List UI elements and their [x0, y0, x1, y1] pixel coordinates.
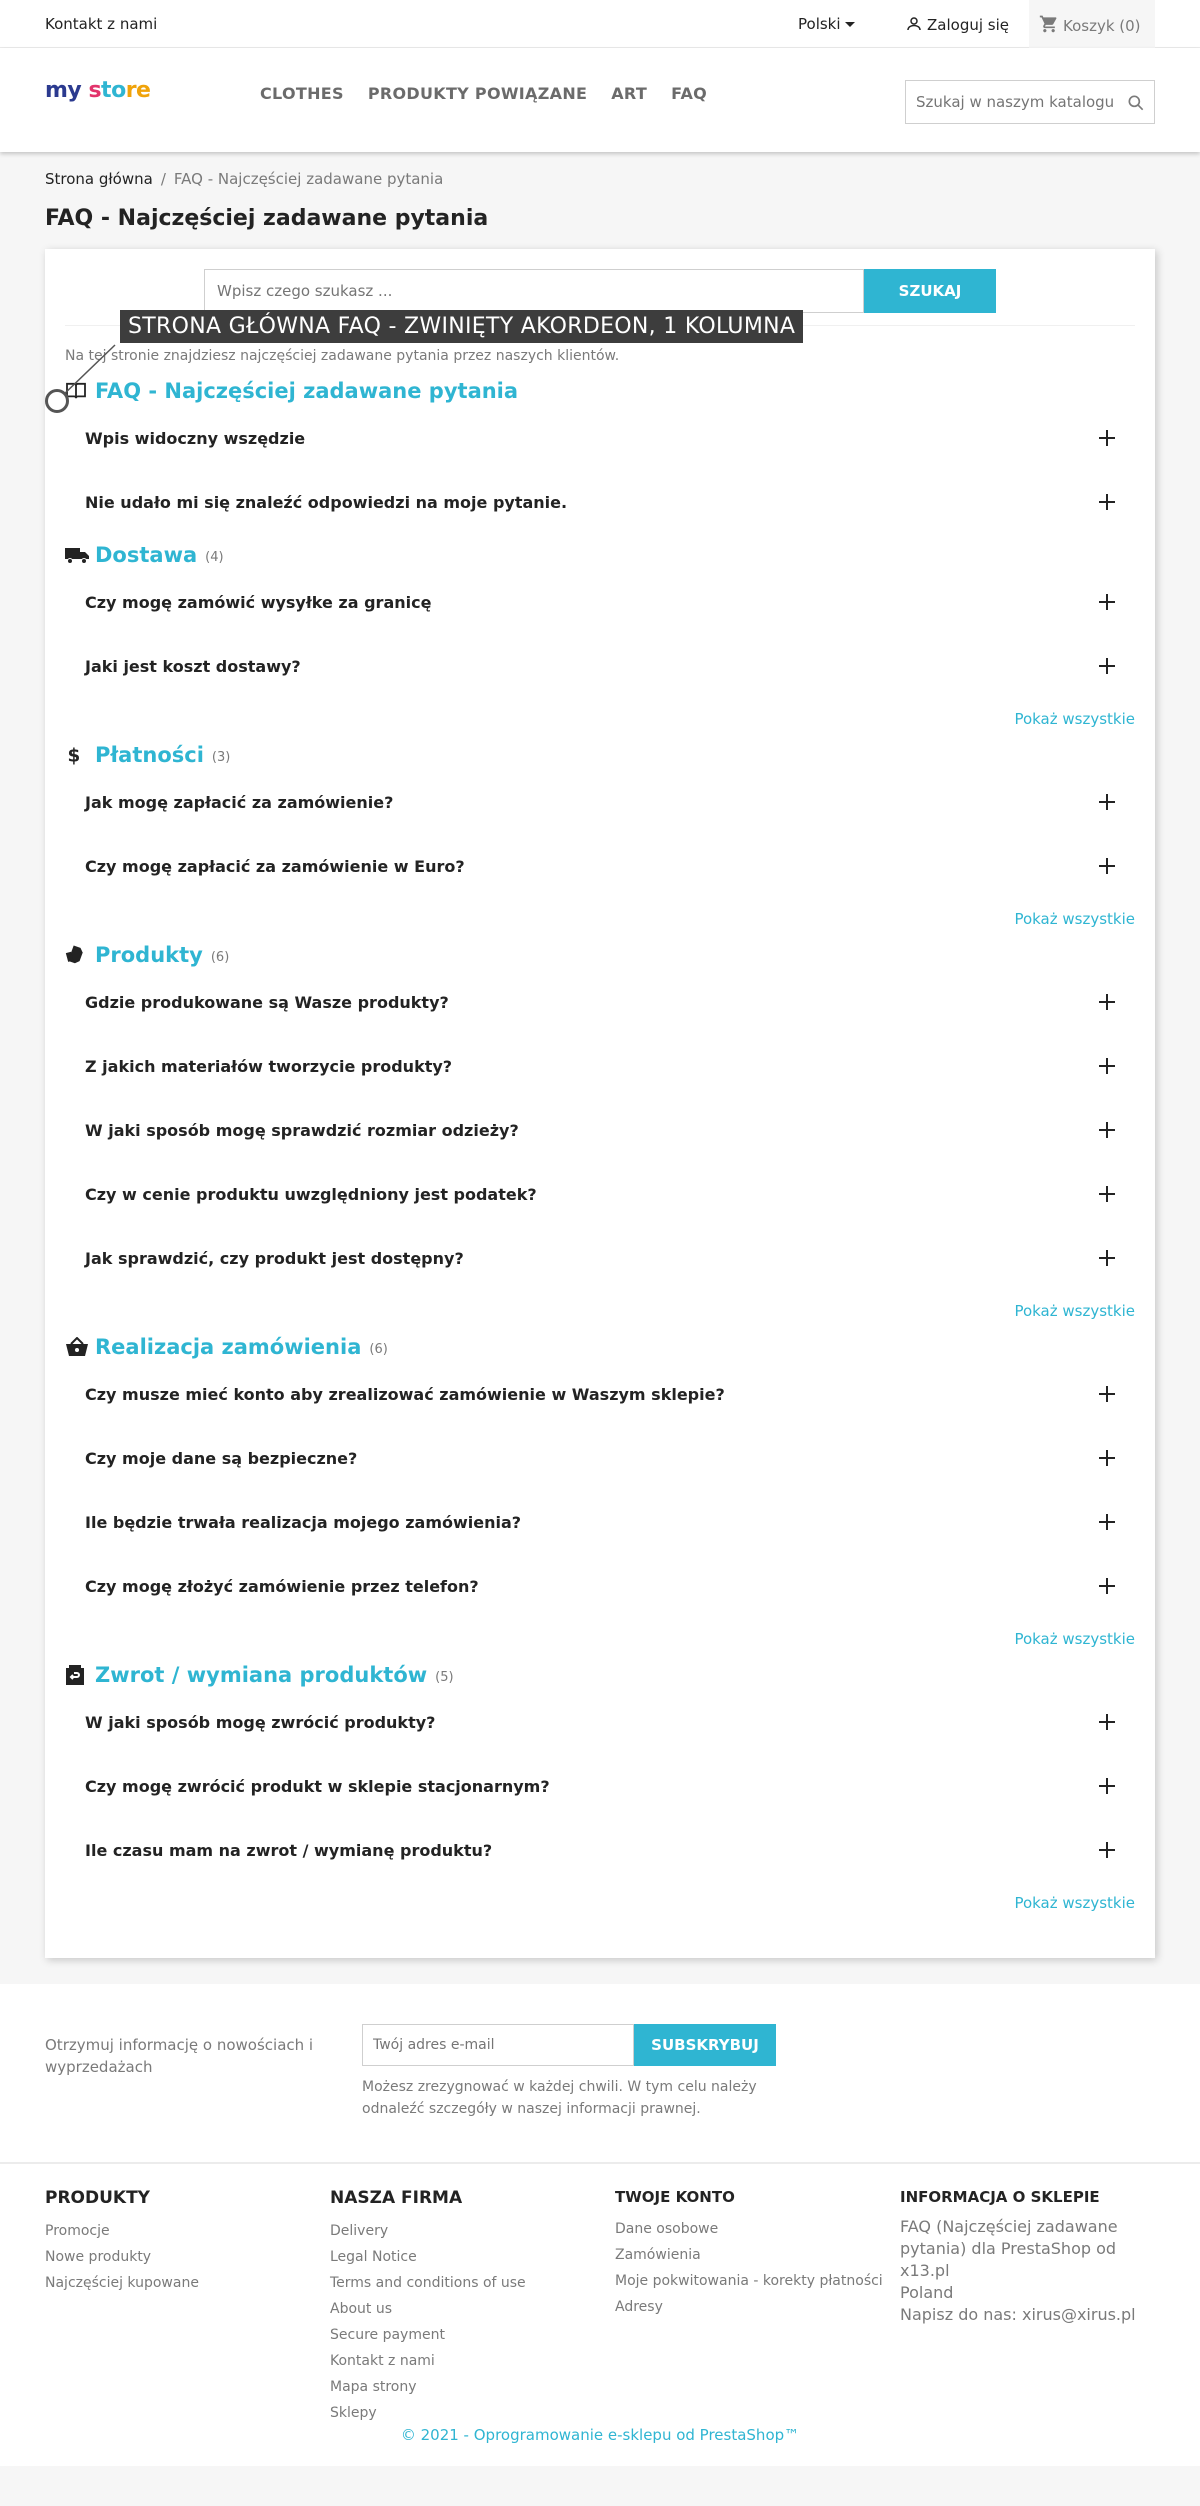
- show-all-link[interactable]: Pokaż wszystkie: [1014, 910, 1135, 928]
- cart-button[interactable]: [1029, 0, 1155, 48]
- faq-category-title[interactable]: Płatności: [95, 743, 204, 767]
- plus-icon[interactable]: [1099, 794, 1115, 810]
- tags-icon: [65, 945, 95, 965]
- cart-label: Koszyk (0): [1063, 17, 1141, 35]
- faq-search-input[interactable]: [204, 269, 864, 313]
- faq-question-text: Czy mogę zamówić wysyłke za granicę: [85, 592, 432, 612]
- faq-question-text: W jaki sposób mogę sprawdzić rozmiar odzieży?: [85, 1120, 519, 1140]
- user-icon: [905, 15, 923, 33]
- faq-question-text: Czy musze mieć konto aby zrealizować zamówienie w Waszym sklepie?: [85, 1384, 725, 1404]
- faq-search: [65, 269, 1135, 313]
- plus-icon[interactable]: [1099, 594, 1115, 610]
- login-link[interactable]: [905, 15, 1009, 34]
- top-bar: [0, 0, 1200, 48]
- footer-products: [45, 2188, 199, 2296]
- faq-question[interactable]: [65, 470, 1135, 534]
- faq-category-count: (4): [205, 549, 224, 565]
- annotation-marker: [45, 389, 69, 413]
- return-box-icon: [65, 1664, 95, 1686]
- faq-category-count: (3): [211, 749, 231, 765]
- faq-category: [65, 1332, 1135, 1654]
- language-label: Polski: [798, 15, 841, 33]
- footer-link[interactable]: Nowe produkty: [45, 2249, 152, 2265]
- store-info-line: FAQ (Najczęściej zadawane pytania) dla PrestaShop od x13.pl: [900, 2217, 1118, 2280]
- catalog-search-input[interactable]: [906, 81, 1116, 123]
- show-all-link[interactable]: Pokaż wszystkie: [1014, 1894, 1135, 1912]
- faq-question-text: Ile będzie trwała realizacja mojego zamówienia?: [85, 1512, 522, 1532]
- contact-link[interactable]: Kontakt z nami: [45, 15, 158, 33]
- faq-question[interactable]: [65, 1426, 1135, 1490]
- nav-item-faq[interactable]: FAQ: [671, 84, 708, 103]
- footer-link[interactable]: Sklepy: [330, 2405, 377, 2421]
- main-content: [0, 152, 1200, 1984]
- breadcrumb: [45, 170, 1155, 192]
- footer-link[interactable]: Kontakt z nami: [330, 2353, 435, 2369]
- footer-link[interactable]: Adresy: [615, 2299, 663, 2315]
- main-nav: [260, 84, 707, 103]
- faq-category: [65, 740, 1135, 934]
- intro-text: Na tej stronie znajdziesz najczęściej zadawane pytania przez naszych klientów.: [65, 348, 620, 364]
- faq-question[interactable]: [65, 1818, 1135, 1882]
- footer-company: [330, 2188, 526, 2426]
- newsletter: [0, 1984, 1200, 2162]
- plus-icon[interactable]: [1099, 1842, 1115, 1858]
- faq-question-text: Wpis widoczny wszędzie: [85, 428, 306, 448]
- footer-link[interactable]: Legal Notice: [330, 2249, 417, 2265]
- main-header: [0, 48, 1200, 152]
- faq-category-header: [65, 540, 1135, 570]
- logo-part: to: [101, 78, 126, 103]
- plus-icon[interactable]: [1099, 1250, 1115, 1266]
- footer-link[interactable]: Dane osobowe: [615, 2221, 719, 2237]
- faq-search-button[interactable]: SZUKAJ: [864, 269, 996, 313]
- plus-icon[interactable]: [1099, 494, 1115, 510]
- dollar-icon: [65, 744, 95, 766]
- faq-category-count: (6): [369, 1341, 388, 1357]
- footer-link[interactable]: Mapa strony: [330, 2379, 417, 2395]
- faq-category: [65, 940, 1135, 1326]
- footer: [0, 2162, 1200, 2466]
- store-logo[interactable]: [45, 78, 150, 103]
- faq-question[interactable]: [65, 834, 1135, 898]
- footer-link[interactable]: Terms and conditions of use: [330, 2275, 526, 2291]
- faq-category-header: [65, 1332, 1135, 1362]
- store-info-line: Napisz do nas: xirus@xirus.pl: [900, 2305, 1136, 2324]
- faq-question[interactable]: [65, 1226, 1135, 1290]
- faq-question[interactable]: [65, 1362, 1135, 1426]
- faq-category-title[interactable]: Dostawa: [95, 543, 198, 567]
- logo-part: re: [125, 78, 151, 103]
- faq-category: [65, 376, 1135, 534]
- annotation-label: STRONA GŁÓWNA FAQ - ZWINIĘTY AKORDEON, 1 KOLUMNA: [120, 310, 803, 343]
- faq-category-count: (5): [435, 1669, 454, 1685]
- search-icon[interactable]: [1126, 93, 1146, 113]
- plus-icon[interactable]: [1099, 1186, 1115, 1202]
- page-title: FAQ - Najczęściej zadawane pytania: [45, 206, 489, 231]
- faq-question-text: Jak mogę zapłacić za zamówienie?: [85, 792, 394, 812]
- faq-question[interactable]: [65, 1034, 1135, 1098]
- footer-link[interactable]: Secure payment: [330, 2327, 445, 2343]
- faq-question-text: Gdzie produkowane są Wasze produkty?: [85, 992, 449, 1012]
- plus-icon[interactable]: [1099, 1450, 1115, 1466]
- logo-part: s: [88, 78, 102, 103]
- faq-question[interactable]: [65, 970, 1135, 1034]
- newsletter-email-input[interactable]: [362, 2024, 634, 2066]
- faq-question[interactable]: [65, 1490, 1135, 1554]
- shopping-cart-icon: [1039, 14, 1059, 34]
- plus-icon[interactable]: [1099, 1386, 1115, 1402]
- faq-category-header: [65, 940, 1135, 970]
- faq-question[interactable]: [65, 1754, 1135, 1818]
- faq-question-text: Ile czasu mam na zwrot / wymianę produktu?: [85, 1840, 493, 1860]
- language-selector[interactable]: [798, 15, 855, 33]
- faq-question-text: Czy moje dane są bezpieczne?: [85, 1448, 358, 1468]
- store-info-line: Poland: [900, 2283, 954, 2302]
- faq-question[interactable]: [65, 634, 1135, 698]
- plus-icon[interactable]: [1099, 1514, 1115, 1530]
- faq-question-text: Z jakich materiałów tworzycie produkty?: [85, 1056, 453, 1076]
- faq-category-header: [65, 376, 1135, 406]
- login-label: Zaloguj się: [927, 16, 1009, 34]
- plus-icon[interactable]: [1099, 994, 1115, 1010]
- plus-icon[interactable]: [1099, 858, 1115, 874]
- basket-icon: [65, 1337, 95, 1357]
- breadcrumb-home[interactable]: Strona główna: [45, 170, 153, 188]
- faq-category: [65, 1660, 1135, 1918]
- footer-account: [615, 2188, 883, 2320]
- nav-item-art[interactable]: ART: [611, 84, 648, 103]
- faq-question[interactable]: [65, 1162, 1135, 1226]
- faq-question-text: Nie udało mi się znaleźć odpowiedzi na moje pytanie.: [85, 492, 568, 512]
- plus-icon[interactable]: [1099, 1122, 1115, 1138]
- plus-icon[interactable]: [1099, 1778, 1115, 1794]
- plus-icon[interactable]: [1099, 1578, 1115, 1594]
- caret-down-icon: [845, 22, 855, 27]
- faq-question-text: Czy w cenie produktu uwzględniony jest podatek?: [85, 1184, 537, 1204]
- faq-category-title[interactable]: Realizacja zamówienia: [95, 1335, 362, 1359]
- plus-icon[interactable]: [1099, 658, 1115, 674]
- faq-category-count: (6): [210, 949, 230, 965]
- plus-icon[interactable]: [1099, 430, 1115, 446]
- faq-question-text: Jaki jest koszt dostawy?: [85, 656, 301, 676]
- faq-question-text: W jaki sposób mogę zwrócić produkty?: [85, 1712, 436, 1732]
- plus-icon[interactable]: [1099, 1714, 1115, 1730]
- faq-question[interactable]: [65, 770, 1135, 834]
- faq-question-text: Czy mogę złożyć zamówienie przez telefon?: [85, 1576, 479, 1596]
- plus-icon[interactable]: [1099, 1058, 1115, 1074]
- newsletter-legal: Możesz zrezygnować w każdej chwili. W tym celu należy odnaleźć szczegóły w naszej informacji prawnej.: [362, 2079, 757, 2117]
- copyright-link[interactable]: © 2021 - Oprogramowanie e-sklepu od PrestaShop™: [400, 2426, 800, 2444]
- faq-question[interactable]: [65, 406, 1135, 470]
- show-all-link[interactable]: Pokaż wszystkie: [1014, 1630, 1135, 1648]
- newsletter-text: Otrzymuj informację o nowościach i wyprzedażach: [45, 2036, 314, 2076]
- show-all-link[interactable]: Pokaż wszystkie: [1014, 1302, 1135, 1320]
- faq-question[interactable]: [65, 1554, 1135, 1618]
- subscribe-button[interactable]: SUBSKRYBUJ: [634, 2024, 776, 2066]
- footer-link[interactable]: Promocje: [45, 2223, 110, 2239]
- faq-question[interactable]: [65, 570, 1135, 634]
- footer-link[interactable]: About us: [330, 2301, 393, 2317]
- faq-card: [45, 249, 1155, 1958]
- show-all-link[interactable]: Pokaż wszystkie: [1014, 710, 1135, 728]
- footer-link[interactable]: Zamówienia: [615, 2247, 701, 2263]
- nav-item-related-products[interactable]: PRODUKTY POWIĄZANE: [367, 84, 588, 103]
- faq-category-header: [65, 740, 1135, 770]
- faq-question[interactable]: [65, 1690, 1135, 1754]
- faq-question-text: Jak sprawdzić, czy produkt jest dostępny?: [85, 1248, 464, 1268]
- nav-item-clothes[interactable]: CLOTHES: [260, 84, 344, 103]
- footer-store-info: [900, 2188, 1160, 2326]
- faq-category-title[interactable]: Produkty: [95, 943, 203, 967]
- svg-text:$: $: [67, 745, 81, 766]
- breadcrumb-separator: /: [160, 170, 166, 188]
- truck-icon: [65, 546, 95, 564]
- faq-question-text: Czy mogę zwrócić produkt w sklepie stacjonarnym?: [85, 1776, 550, 1796]
- footer-link[interactable]: Moje pokwitowania - korekty płatności: [615, 2273, 883, 2289]
- catalog-search: [905, 80, 1155, 124]
- faq-question-text: Czy mogę zapłacić za zamówienie w Euro?: [85, 856, 465, 876]
- footer-products-title: PRODUKTY: [45, 2188, 150, 2208]
- faq-category-title[interactable]: Zwrot / wymiana produktów: [95, 1663, 428, 1687]
- faq-category-header: [65, 1660, 1135, 1690]
- footer-company-title: NASZA FIRMA: [330, 2188, 463, 2208]
- footer-link[interactable]: Najczęściej kupowane: [45, 2275, 199, 2291]
- faq-question[interactable]: [65, 1098, 1135, 1162]
- footer-store-info-title: INFORMACJA O SKLEPIE: [900, 2188, 1100, 2206]
- faq-categories: [65, 376, 1135, 1918]
- footer-link[interactable]: Delivery: [330, 2223, 389, 2239]
- faq-category-title[interactable]: FAQ - Najczęściej zadawane pytania: [95, 379, 519, 403]
- faq-category: [65, 540, 1135, 734]
- logo-part: my: [45, 78, 82, 103]
- footer-account-title: TWOJE KONTO: [615, 2188, 735, 2206]
- breadcrumb-current: FAQ - Najczęściej zadawane pytania: [173, 170, 444, 188]
